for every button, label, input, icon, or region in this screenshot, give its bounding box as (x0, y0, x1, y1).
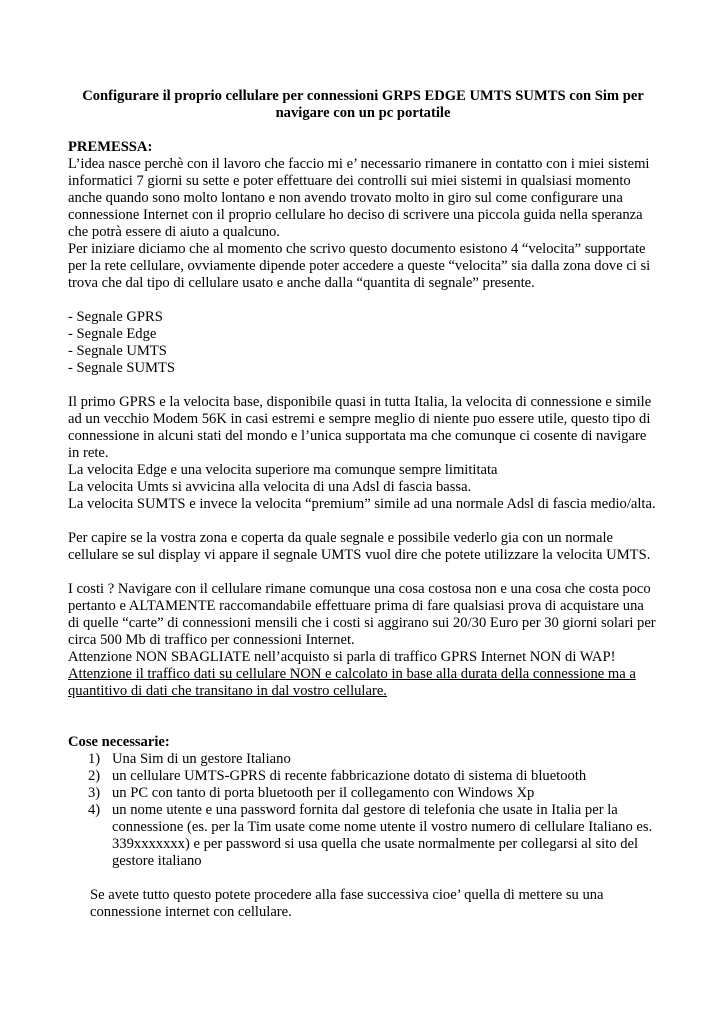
needs-item-text: un cellulare UMTS-GPRS di recente fabbricazione dotato di sistema di bluetooth (112, 768, 587, 784)
signal-list-item: - Segnale GPRS (68, 309, 163, 325)
needs-list-item (68, 751, 658, 768)
spacer (68, 700, 658, 734)
needs-item-number: 4) (88, 802, 101, 818)
premessa-paragraph-2: Per iniziare diciamo che al momento che scrivo questo documento esistono 4 “velocita” supportate per la rete cellulare, ovviamente dipende poter accedere a queste “velocita” sia dalla zona dove ci si trova che dal tipo di cellulare usato e anche dalla “quantita di segnale” presente. (68, 241, 651, 291)
spacer (68, 377, 658, 394)
signal-list-item: - Segnale SUMTS (68, 360, 176, 376)
needs-item-text: Una Sim di un gestore Italiano (112, 751, 291, 767)
spacer (68, 292, 658, 309)
document-title: Configurare il proprio cellulare per connessioni GRPS EDGE UMTS SUMTS con Sim per navigare con un pc portatile (82, 88, 644, 121)
signal-list-item: - Segnale Edge (68, 326, 157, 342)
coverage-paragraph: Per capire se la vostra zona e coperta da quale segnale e possibile vederlo gia con un normale cellulare se sul display vi appare il segnale UMTS vuol dire che potete utilizzare la velocita UMTS. (68, 530, 651, 563)
needs-item-number: 1) (88, 751, 101, 767)
speed-umts-paragraph: La velocita Umts si avvicina alla velocita di una Adsl di fascia bassa. (68, 479, 472, 495)
needs-item-number: 3) (88, 785, 101, 801)
costs-paragraph: I costi ? Navigare con il cellulare rimane comunque una cosa costosa non e una cosa che costa poco pertanto e ALTAMENTE raccomandabile effettuare prima di fare qualsiasi prova di acquistare una di quelle “carte” di connessioni mensili che i costi si aggirano sui 20/30 Euro per 30 giorni solari per circa 500 Mb di traffico per connessioni Internet. (68, 581, 656, 648)
signal-list (68, 309, 658, 377)
speed-gprs-paragraph: Il primo GPRS e la velocita base, disponibile quasi in tutta Italia, la velocita di connessione e simile ad un vecchio Modem 56K in casi estremi e sempre meglio di niente puo essere utile, questo tipo di connessione in alcuni stati del mondo e l’unica supportata ma che comunque ci cosente di navigare in rete. (68, 394, 652, 461)
costs-warning: Attenzione NON SBAGLIATE nell’acquisto si parla di traffico GPRS Internet NON di WAP! (68, 649, 616, 665)
premessa-paragraph-1: L’idea nasce perchè con il lavoro che faccio mi e’ necessario rimanere in contatto con i miei sistemi informatici 7 giorni su sette e poter effettuare dei controlli sui miei sistemi in qualsiasi momento anche quando sono molto lontano e non avendo trovato molto in giro sul come configurare una connessione Internet con il proprio cellulare ho deciso di scrivere una piccola guida nella speranza che potrà essere di aiuto a qualcuno. (68, 156, 650, 240)
needs-list-item (68, 768, 658, 785)
needs-heading: Cose necessarie: (68, 734, 170, 750)
premessa-heading: PREMESSA: (68, 139, 153, 155)
needs-list (68, 751, 658, 870)
speed-sumts-paragraph: La velocita SUMTS e invece la velocita “premium” simile ad una normale Adsl di fascia medio/alta. (68, 496, 656, 512)
needs-item-text: un nome utente e una password fornita dal gestore di telefonia che usate in Italia per la connessione (es. per la Tim usate come nome utente il vostro numero di cellulare Italiano es. 339xxxxxxx) e per password si usa quella che usate normalmente per collegarsi al sito del gestore italiano (112, 802, 653, 869)
needs-list-item (68, 785, 658, 802)
needs-list-item (68, 802, 658, 870)
spacer (68, 870, 658, 887)
spacer (68, 513, 658, 530)
spacer (68, 564, 658, 581)
needs-item-text: un PC con tanto di porta bluetooth per il collegamento con Windows Xp (112, 785, 535, 801)
needs-closing-paragraph: Se avete tutto questo potete procedere alla fase successiva cioe’ quella di mettere su una connessione internet con cellulare. (90, 887, 604, 920)
signal-list-item: - Segnale UMTS (68, 343, 167, 359)
document-page (68, 88, 658, 921)
needs-item-number: 2) (88, 768, 101, 784)
speed-edge-paragraph: La velocita Edge e una velocita superiore ma comunque sempre limititata (68, 462, 498, 478)
costs-note: Attenzione il traffico dati su cellulare NON e calcolato in base alla durata della connessione ma a quantitivo di dati che transitano in dal vostro cellulare. (68, 666, 636, 699)
